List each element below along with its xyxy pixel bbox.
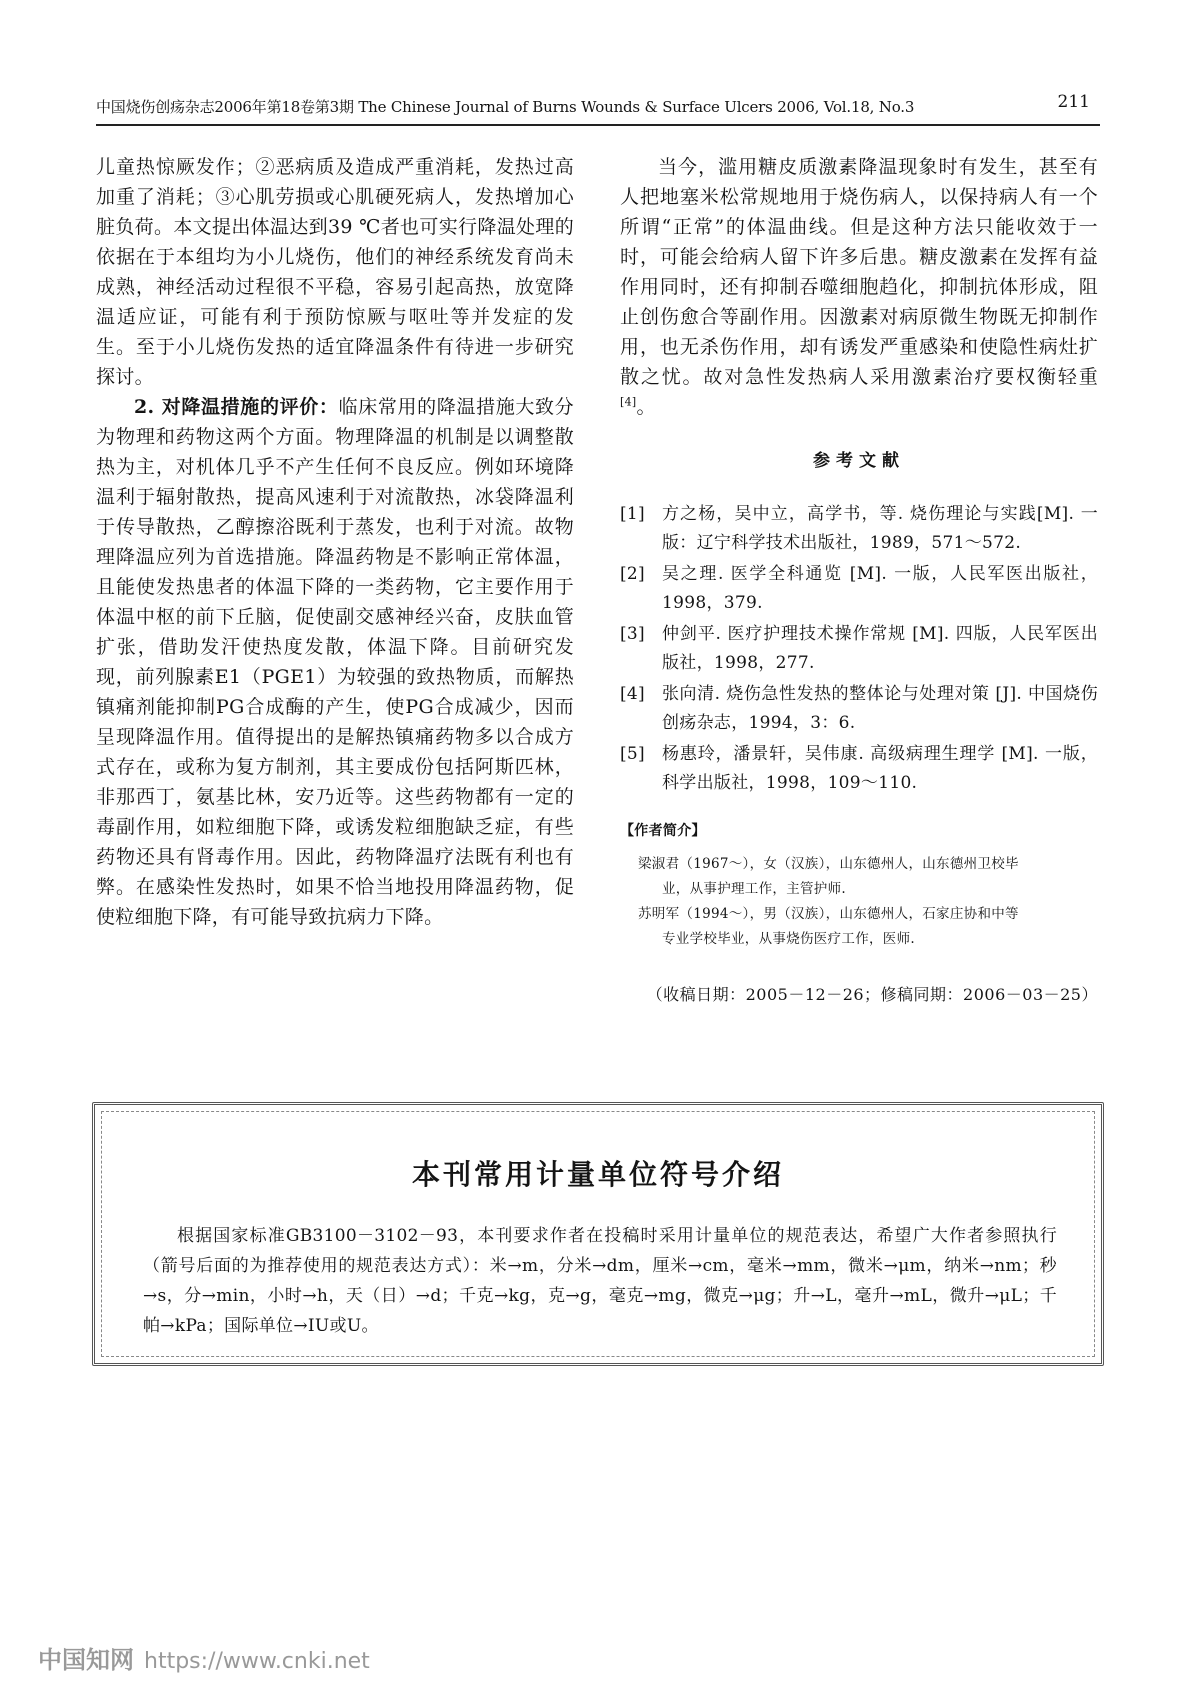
paragraph-end: 。 — [636, 396, 656, 418]
reference-item — [620, 620, 1098, 678]
reference-number: [5] — [620, 744, 645, 764]
reference-text: 吴之理. 医学全科通览 [M]. 一版，人民军医出版社，1998，379. — [662, 564, 1098, 613]
watermark-brand: 中国知网 — [38, 1646, 134, 1674]
paragraph-text: 临床常用的降温措施大致分为物理和药物这两个方面。物理降温的机制是以调整散热为主，对机体几乎不产生任何不良反应。例如环境降温利于辐射散热，提高风速利于对流散热，冰袋降温利于传导散热，乙醇擦浴既利于蒸发，也利于对流。故物理降温应列为首选措施。降温药物是不影响正常体温，且能使发热患者的体温下降的一类药物，它主要作用于体温中枢的前下丘脑，促使副交感神经兴奋，皮肤血管扩张，借助发汗使热度发散，体温下降。目前研究发现，前列腺素E1（PGE1）为较强的致热物质，而解热镇痛剂能抑制PG合成酶的产生，使PG合成减少，因而呈现降温作用。值得提出的是解热镇痛药物多以合成方式存在，或称为复方制剂，其主要成份包括阿斯匹林，非那西丁，氨基比林，安乃近等。这些药物都有一定的毒副作用，如粒细胞下降，或诱发粒细胞缺乏症，有些药物还具有肾毒作用。因此，药物降温疗法既有利也有弊。在感染性发热时，如果不恰当地投用降温药物，促使粒细胞下降，有可能导致抗病力下降。 — [96, 396, 574, 928]
reference-number: [3] — [620, 624, 645, 644]
watermark-url: https://www.cnki.net — [144, 1649, 370, 1674]
author-bio-line: 专业学校毕业，从事烧伤医疗工作，医师. — [662, 931, 915, 947]
reference-number: [2] — [620, 564, 645, 584]
paragraph — [620, 152, 1098, 422]
author-bio-title: 【作者简介】 — [620, 823, 706, 839]
reference-text: 杨惠玲，潘景轩，吴伟康. 高级病理生理学 [M]. 一版，科学出版社，1998，109～110. — [662, 744, 1098, 793]
reference-item — [620, 560, 1098, 618]
page-number: 211 — [1057, 92, 1090, 112]
running-header — [96, 92, 1100, 126]
author-bio-line: 苏明军（1994～），男（汉族），山东德州人，石家庄协和中等 — [638, 906, 1019, 922]
paragraph — [96, 392, 574, 932]
journal-header: 中国烧伤创疡杂志2006年第18卷第3期 The Chinese Journal of Burns Wounds & Surface Ulcers 2006, Vol.18, No.3 — [96, 98, 915, 116]
reference-number: [1] — [620, 504, 645, 524]
paragraph: 儿童热惊厥发作；②恶病质及造成严重消耗，发热过高加重了消耗；③心肌劳损或心肌硬死病人，发热增加心脏负荷。本文提出体温达到39 ℃者也可实行降温处理的依据在于本组均为小儿烧伤，他们的神经系统发育尚未成熟，神经活动过程很不平稳，容易引起高热，放宽降温适应证，可能有利于预防惊厥与呕吐等并发症的发生。至于小儿烧伤发热的适宜降温条件有待进一步研究探讨。 — [96, 156, 574, 388]
cnki-watermark — [38, 1640, 370, 1675]
section-heading: 2. 对降温措施的评价： — [134, 396, 339, 418]
reference-text: 方之杨，吴中立，高学书，等. 烧伤理论与实践[M]. 一版：辽宁科学技术出版社，1989，571～572. — [662, 504, 1098, 553]
references-title: 参考文献 — [813, 451, 905, 471]
reference-item — [620, 740, 1098, 798]
paragraph-text: 当今，滥用糖皮质激素降温现象时有发生，甚至有人把地塞米松常规地用于烧伤病人，以保持病人有一个所谓“正常”的体温曲线。但是这种方法只能收效于一时，可能会给病人留下许多后患。糖皮激素在发挥有益作用同时，还有抑制吞噬细胞趋化，抑制抗体形成，阻止创伤愈合等副作用。因激素对病原微生物既无抑制作用，也无杀伤作用，却有诱发严重感染和使隐性病灶扩散之忧。故对急性发热病人采用激素治疗要权衡轻重 — [620, 156, 1098, 388]
author-bio-line: 梁淑君（1967～），女（汉族），山东德州人，山东德州卫校毕 — [638, 856, 1019, 872]
author-bio-line: 业，从事护理工作，主管护师. — [662, 881, 846, 897]
notice-box — [92, 1102, 1104, 1366]
reference-number: [4] — [620, 684, 645, 704]
author-bio — [620, 902, 1098, 952]
right-column — [620, 152, 1098, 1010]
reference-item — [620, 680, 1098, 738]
notice-title: 本刊常用计量单位符号介绍 — [411, 1158, 784, 1191]
reference-text: 仲剑平. 医疗护理技术操作常规 [M]. 四版，人民军医出版社，1998，277. — [662, 624, 1098, 673]
citation: [4] — [620, 395, 637, 409]
reference-text: 张向清. 烧伤急性发热的整体论与处理对策 [J]. 中国烧伤创疡杂志，1994，3：6. — [662, 684, 1098, 733]
reference-list — [620, 500, 1098, 798]
reference-item — [620, 500, 1098, 558]
left-column — [96, 152, 574, 1092]
author-bio — [620, 852, 1098, 902]
received-dates: （收稿日期：2005－12－26；修稿同期：2006－03－25） — [646, 985, 1098, 1004]
notice-body: 根据国家标准GB3100－3102－93，本刊要求作者在投稿时采用计量单位的规范表达，希望广大作者参照执行（箭号后面的为推荐使用的规范表达方式）：米→m，分米→dm，厘米→cm，毫米→mm，微米→μm，纳米→nm；秒→s，分→min，小时→h，天（日）→d；千克→kg，克→g，毫克→mg，微克→μg；升→L，毫升→mL，微升→μL；千帕→kPa；国际单位→IU或U。 — [143, 1226, 1057, 1336]
